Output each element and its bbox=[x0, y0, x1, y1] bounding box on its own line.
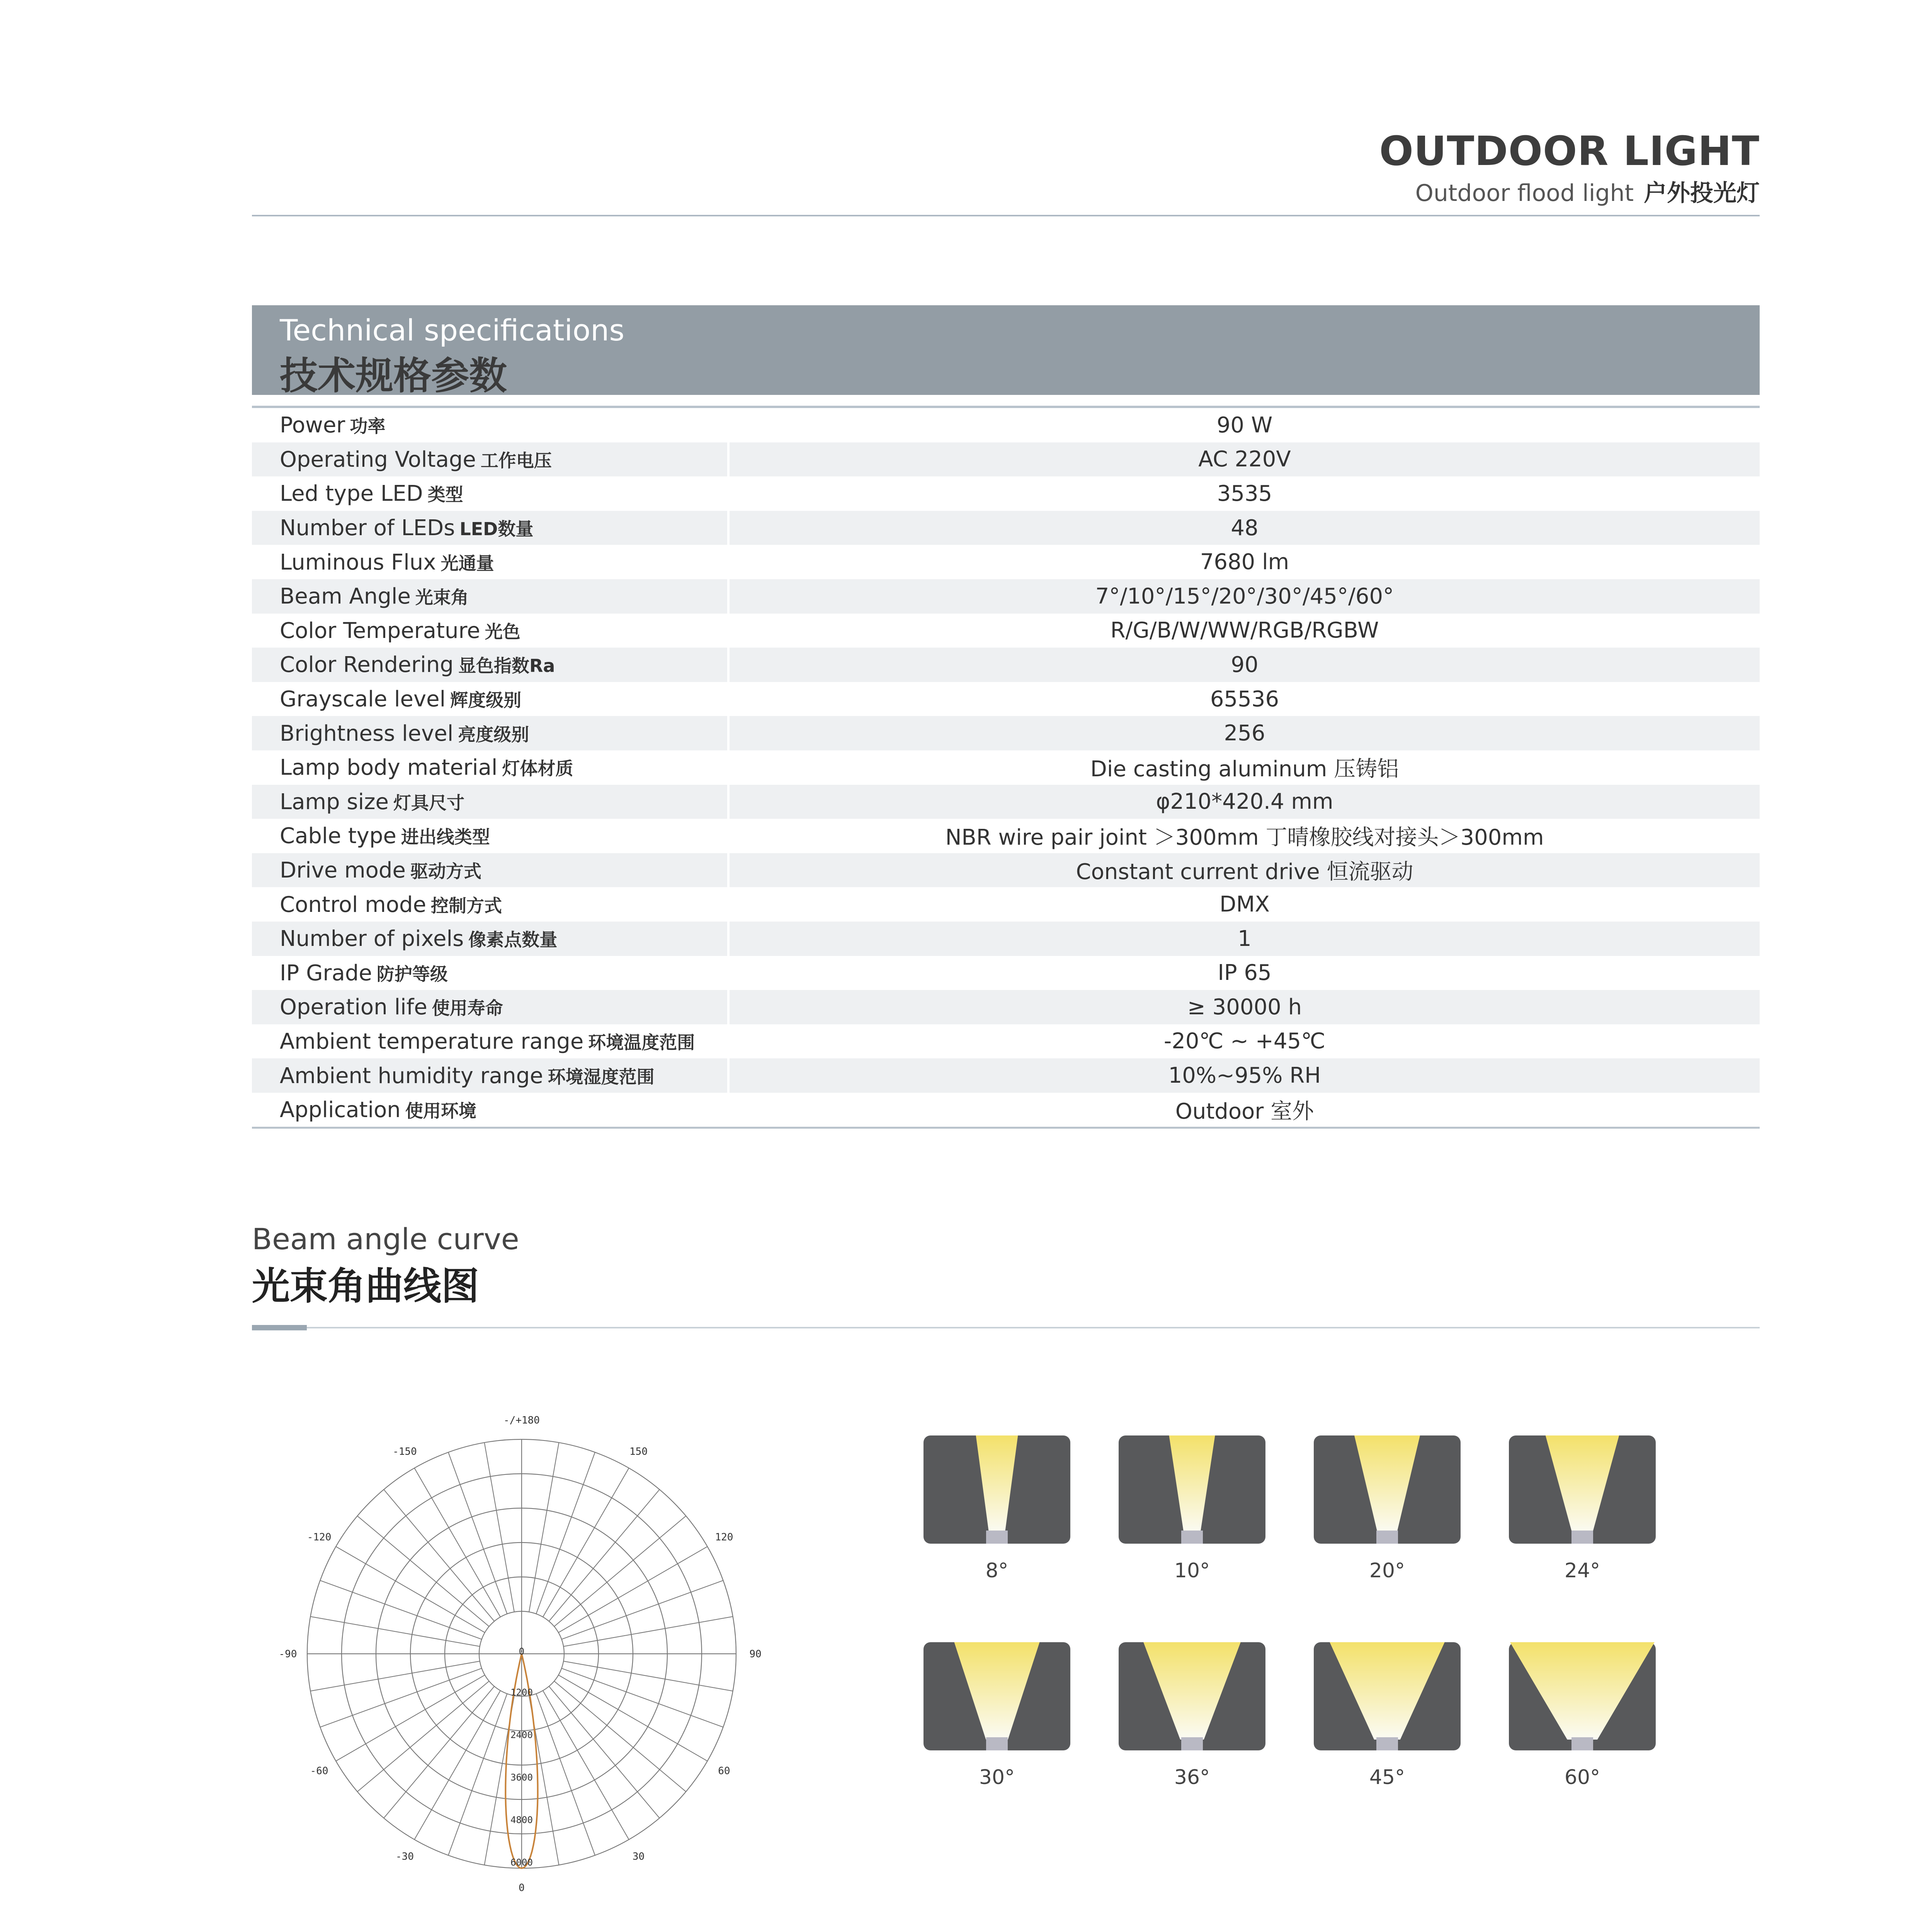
spec-label-en: Number of pixels bbox=[280, 926, 464, 952]
spec-value: Die casting aluminum 压铸铝 bbox=[1090, 757, 1399, 782]
polar-angle-label: -150 bbox=[393, 1446, 417, 1458]
spec-row bbox=[252, 1024, 1760, 1059]
spec-label-en: Ambient humidity range bbox=[280, 1063, 543, 1088]
spec-label-en: Drive mode bbox=[280, 858, 406, 883]
spec-label-cn: 像素点数量 bbox=[468, 929, 558, 951]
spec-label-cn: 环境温度范围 bbox=[588, 1032, 695, 1053]
spec-label-en: Lamp size bbox=[280, 789, 389, 815]
spec-value: 256 bbox=[1224, 721, 1265, 746]
polar-angle-label: 120 bbox=[715, 1531, 733, 1543]
spec-value: φ210*420.4 mm bbox=[1156, 789, 1333, 815]
spec-value: Outdoor 室外 bbox=[1175, 1099, 1314, 1124]
lamp-fixture-icon bbox=[1571, 1531, 1593, 1544]
spec-value: 10%~95% RH bbox=[1168, 1063, 1321, 1088]
spec-label-en: Operation life bbox=[280, 995, 427, 1020]
spec-row bbox=[252, 614, 1760, 648]
spec-label-en: Color Temperature bbox=[280, 618, 480, 643]
spec-label-cn: 防护等级 bbox=[376, 963, 448, 985]
spec-label-cn: 灯具尺寸 bbox=[393, 792, 464, 813]
polar-spoke bbox=[384, 1686, 494, 1818]
beam-angle-card bbox=[1509, 1435, 1656, 1544]
lamp-fixture-icon bbox=[986, 1531, 1008, 1544]
spec-label bbox=[252, 857, 727, 883]
spec-value: R/G/B/W/WW/RGB/RGBW bbox=[1110, 618, 1379, 643]
polar-spoke bbox=[561, 1668, 723, 1727]
polar-spoke bbox=[310, 1617, 480, 1646]
spec-label-en: Application bbox=[280, 1097, 401, 1123]
polar-spoke bbox=[549, 1686, 660, 1818]
spec-heading-cn: 技术规格参数 bbox=[280, 354, 507, 398]
spec-label-cn: LED数量 bbox=[459, 519, 534, 540]
spec-row bbox=[252, 785, 1760, 819]
spec-value: 1 bbox=[1238, 926, 1252, 951]
spec-value: AC 220V bbox=[1198, 447, 1291, 472]
polar-spoke bbox=[448, 1694, 507, 1855]
spec-row bbox=[252, 511, 1760, 545]
beam-angle-label: 20° bbox=[1369, 1559, 1405, 1582]
polar-spoke bbox=[536, 1452, 595, 1614]
spec-row bbox=[252, 1093, 1760, 1127]
spec-label bbox=[252, 618, 727, 643]
spec-label-cn: 显色指数Ra bbox=[458, 655, 555, 677]
spec-label-cn: 使用环境 bbox=[405, 1100, 476, 1122]
spec-label bbox=[252, 960, 727, 986]
spec-label-cn: 亮度级别 bbox=[458, 724, 529, 745]
spec-label-en: Power bbox=[280, 413, 345, 438]
spec-label bbox=[252, 583, 727, 609]
beam-angle-card bbox=[1314, 1435, 1461, 1544]
spec-label bbox=[252, 549, 727, 575]
spec-label bbox=[252, 652, 727, 677]
beam-divider bbox=[252, 1327, 1760, 1328]
spec-row bbox=[252, 716, 1760, 750]
spec-label-en: Beam Angle bbox=[280, 584, 411, 609]
beam-angle-card bbox=[1314, 1642, 1461, 1750]
beam-divider-accent bbox=[252, 1325, 307, 1330]
spec-label bbox=[252, 1097, 727, 1122]
spec-label bbox=[252, 892, 727, 917]
spec-value: DMX bbox=[1219, 892, 1270, 917]
spec-value: 7°/10°/15°/20°/30°/45°/60° bbox=[1095, 583, 1394, 609]
polar-spoke bbox=[554, 1681, 686, 1792]
polar-radial-label: 4800 bbox=[510, 1815, 533, 1825]
spec-row bbox=[252, 648, 1760, 682]
spec-label bbox=[252, 926, 727, 951]
lamp-fixture-icon bbox=[1571, 1737, 1593, 1750]
spec-label-en: Color Rendering bbox=[280, 652, 454, 678]
spec-label bbox=[252, 481, 727, 506]
spec-label-cn: 工作电压 bbox=[480, 450, 552, 471]
polar-spoke bbox=[561, 1580, 723, 1639]
polar-spoke bbox=[357, 1681, 489, 1792]
polar-spoke bbox=[320, 1580, 481, 1639]
polar-spoke bbox=[563, 1661, 733, 1691]
spec-value: IP 65 bbox=[1218, 960, 1272, 986]
subtitle-en: Outdoor flood light bbox=[1415, 180, 1634, 207]
lamp-fixture-icon bbox=[1181, 1531, 1203, 1544]
spec-row bbox=[252, 545, 1760, 579]
spec-row bbox=[252, 750, 1760, 785]
polar-angle-label: -30 bbox=[396, 1850, 414, 1862]
beam-angle-label: 60° bbox=[1564, 1766, 1600, 1789]
beam-heading-cn: 光束角曲线图 bbox=[252, 1264, 480, 1308]
polar-radial-label: 6000 bbox=[510, 1857, 533, 1868]
polar-spoke bbox=[485, 1442, 514, 1612]
polar-angle-label: -60 bbox=[310, 1765, 328, 1777]
beam-angle-label: 45° bbox=[1369, 1766, 1405, 1789]
polar-angle-label: -/+180 bbox=[503, 1415, 540, 1426]
spec-value: 7680 lm bbox=[1200, 549, 1289, 575]
spec-label bbox=[252, 994, 727, 1020]
spec-label-en: Number of LEDs bbox=[280, 515, 455, 541]
spec-label-cn: 功率 bbox=[350, 416, 386, 437]
spec-label bbox=[252, 789, 727, 815]
spec-label bbox=[252, 755, 727, 780]
beam-angle-card bbox=[1119, 1435, 1265, 1544]
spec-label-cn: 使用寿命 bbox=[432, 998, 503, 1019]
spec-value: 3535 bbox=[1217, 481, 1272, 506]
spec-label-cn: 驱动方式 bbox=[410, 861, 481, 882]
spec-label-en: IP Grade bbox=[280, 960, 372, 986]
spec-label-cn: 环境湿度范围 bbox=[548, 1066, 655, 1087]
spec-label-en: Control mode bbox=[280, 892, 427, 917]
spec-value: -20℃ ~ +45℃ bbox=[1164, 1029, 1325, 1054]
spec-row bbox=[252, 922, 1760, 956]
beam-angle-label: 10° bbox=[1174, 1559, 1210, 1582]
page-subtitle bbox=[1415, 175, 1760, 208]
spec-label bbox=[252, 447, 727, 472]
spec-value: 90 bbox=[1231, 652, 1259, 677]
spec-row bbox=[252, 990, 1760, 1024]
polar-radial-label: 3600 bbox=[510, 1772, 533, 1783]
spec-label-en: Led type LED bbox=[280, 481, 423, 507]
polar-radial-label: 1200 bbox=[510, 1687, 533, 1698]
beam-angle-label: 24° bbox=[1564, 1559, 1600, 1582]
spec-label-cn: 控制方式 bbox=[431, 895, 502, 916]
spec-value: ≥ 30000 h bbox=[1187, 994, 1302, 1020]
spec-row bbox=[252, 1058, 1760, 1093]
subtitle-cn: 户外投光灯 bbox=[1644, 180, 1760, 207]
polar-angle-label: -90 bbox=[279, 1648, 297, 1660]
spec-table-bottom-rule bbox=[252, 1127, 1760, 1129]
lamp-fixture-icon bbox=[1181, 1737, 1203, 1750]
polar-spoke bbox=[448, 1452, 507, 1614]
spec-label-cn: 进出线类型 bbox=[401, 827, 490, 848]
polar-spoke bbox=[357, 1516, 489, 1626]
polar-spoke bbox=[320, 1668, 481, 1727]
spec-label-en: Luminous Flux bbox=[280, 549, 436, 575]
spec-label-cn: 光束角 bbox=[415, 587, 469, 608]
spec-label-cn: 辉度级别 bbox=[450, 690, 522, 711]
spec-label-en: Brightness level bbox=[280, 721, 454, 746]
spec-label-en: Operating Voltage bbox=[280, 447, 476, 472]
polar-angle-label: 90 bbox=[749, 1648, 762, 1660]
spec-value: 90 W bbox=[1216, 412, 1273, 438]
spec-label-en: Lamp body material bbox=[280, 755, 498, 781]
spec-heading-en: Technical specifications bbox=[280, 313, 625, 347]
lamp-fixture-icon bbox=[986, 1737, 1008, 1750]
spec-label bbox=[252, 823, 727, 849]
beam-angle-card bbox=[1509, 1642, 1656, 1750]
polar-spoke bbox=[310, 1661, 480, 1691]
spec-table bbox=[252, 408, 1760, 1127]
polar-angle-label: 150 bbox=[629, 1446, 648, 1458]
spec-row bbox=[252, 887, 1760, 922]
spec-row bbox=[252, 442, 1760, 477]
beam-angle-label: 8° bbox=[985, 1559, 1009, 1582]
spec-label-cn: 光通量 bbox=[440, 553, 494, 574]
lamp-fixture-icon bbox=[1376, 1531, 1398, 1544]
spec-label bbox=[252, 1063, 727, 1088]
spec-label bbox=[252, 686, 727, 712]
spec-row bbox=[252, 579, 1760, 614]
polar-angle-label: -120 bbox=[307, 1531, 332, 1543]
polar-spoke bbox=[384, 1490, 494, 1621]
spec-label-en: Cable type bbox=[280, 823, 396, 849]
beam-angle-label: 36° bbox=[1174, 1766, 1210, 1789]
polar-radial-label: 0 bbox=[519, 1646, 525, 1657]
polar-angle-label: 0 bbox=[519, 1882, 525, 1894]
spec-value: 48 bbox=[1231, 515, 1259, 541]
spec-label bbox=[252, 1029, 727, 1054]
beam-heading-en: Beam angle curve bbox=[252, 1222, 519, 1256]
spec-label-en: Ambient temperature range bbox=[280, 1029, 584, 1054]
beam-angle-card bbox=[923, 1642, 1070, 1750]
polar-spoke bbox=[529, 1442, 559, 1612]
polar-radial-label: 2400 bbox=[510, 1730, 533, 1740]
spec-row bbox=[252, 682, 1760, 716]
polar-spoke bbox=[536, 1694, 595, 1855]
polar-angle-label: 30 bbox=[632, 1850, 645, 1862]
spec-row bbox=[252, 476, 1760, 511]
spec-heading-bar bbox=[252, 305, 1760, 398]
beam-angle-card bbox=[923, 1435, 1070, 1544]
spec-row bbox=[252, 408, 1760, 442]
spec-value: NBR wire pair joint ＞300mm 丁晴橡胶线对接头＞300mm bbox=[945, 825, 1544, 850]
spec-label-cn: 灯体材质 bbox=[502, 758, 573, 779]
polar-spoke bbox=[563, 1617, 733, 1646]
spec-label bbox=[252, 412, 727, 438]
spec-label-en: Grayscale level bbox=[280, 687, 446, 712]
page-title: OUTDOOR LIGHT bbox=[1379, 128, 1760, 175]
spec-row bbox=[252, 819, 1760, 853]
spec-value: Constant current drive 恒流驱动 bbox=[1076, 859, 1413, 885]
spec-label bbox=[252, 515, 727, 541]
beam-angle-label: 30° bbox=[979, 1766, 1015, 1789]
spec-label-cn: 类型 bbox=[427, 484, 463, 505]
polar-beam-chart bbox=[279, 1376, 927, 1894]
spec-row bbox=[252, 956, 1760, 990]
header-divider bbox=[252, 215, 1760, 216]
lamp-fixture-icon bbox=[1376, 1737, 1398, 1750]
spec-row bbox=[252, 853, 1760, 888]
spec-value: 65536 bbox=[1210, 686, 1279, 712]
polar-spoke bbox=[554, 1516, 686, 1626]
beam-angle-card bbox=[1119, 1642, 1265, 1750]
spec-label-cn: 光色 bbox=[485, 621, 520, 642]
polar-angle-label: 60 bbox=[718, 1765, 730, 1777]
spec-label bbox=[252, 721, 727, 746]
polar-spoke bbox=[549, 1490, 660, 1621]
